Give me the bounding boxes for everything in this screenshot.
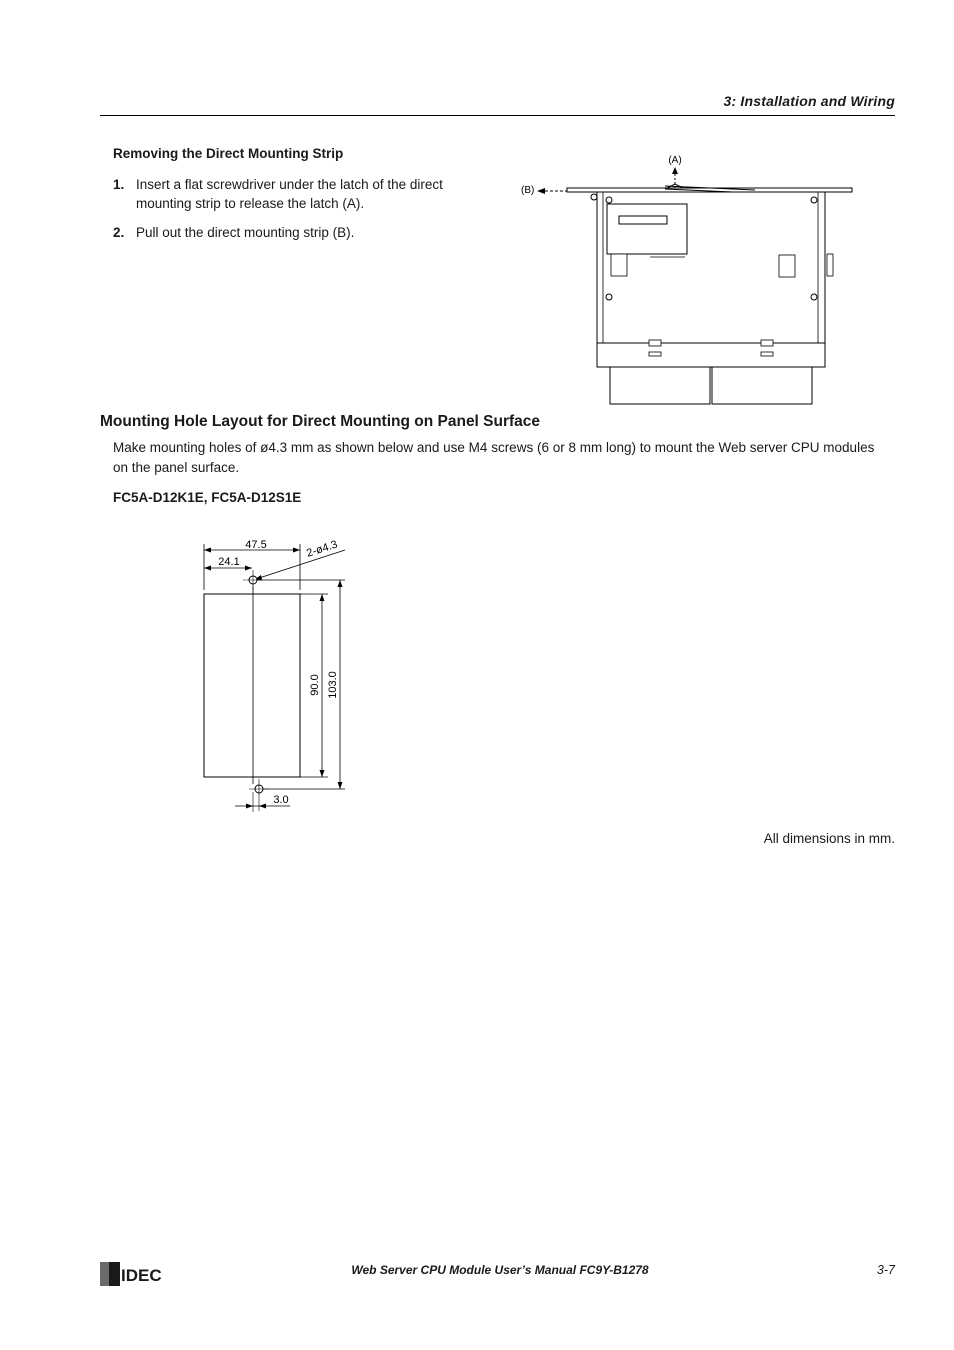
mounting-description: Make mounting holes of ø4.3 mm as shown below and use M4 screws (6 or 8 mm long) to mount the Web server CPU modules on the panel surface. (113, 440, 875, 475)
dim-holes: 2-ø4.3 (305, 538, 340, 560)
dim-width: 47.5 (245, 539, 267, 551)
step-1 (113, 175, 483, 213)
step-2-number: 2. (113, 225, 125, 240)
dimensions-note: All dimensions in mm. (763, 831, 895, 846)
step-2 (113, 223, 483, 242)
header-rule (100, 115, 895, 116)
manual-title: Web Server CPU Module User’s Manual FC9Y-B1278 (351, 1263, 649, 1277)
label-a: (A) (668, 155, 682, 166)
step-2-text: Pull out the direct mounting strip (B). (136, 225, 355, 240)
dim-hole-offset: 24.1 (218, 556, 240, 568)
dim-outer-height: 103.0 (327, 671, 339, 699)
section-heading: Mounting Hole Layout for Direct Mounting on Panel Surface (100, 413, 541, 430)
idec-logo-mark (100, 1262, 172, 1286)
chapter-header: 3: Installation and Wiring (723, 93, 895, 109)
label-b: (B) (521, 185, 535, 196)
removal-heading: Removing the Direct Mounting Strip (113, 146, 344, 161)
idec-logo (100, 1262, 172, 1291)
step-1-number: 1. (113, 177, 125, 192)
dim-inner-height: 90.0 (309, 674, 321, 696)
step-1-text: Insert a flat screwdriver under the latch of the direct mounting strip to release the latch (A). (136, 177, 443, 211)
module-side-illustration (515, 150, 860, 408)
dim-bottom: 3.0 (273, 794, 289, 806)
mounting-hole-drawing (195, 530, 370, 820)
page-number: 3-7 (876, 1263, 895, 1277)
model-heading: FC5A-D12K1E, FC5A-D12S1E (113, 490, 302, 505)
idec-logo-text: IDEC (121, 1266, 162, 1285)
